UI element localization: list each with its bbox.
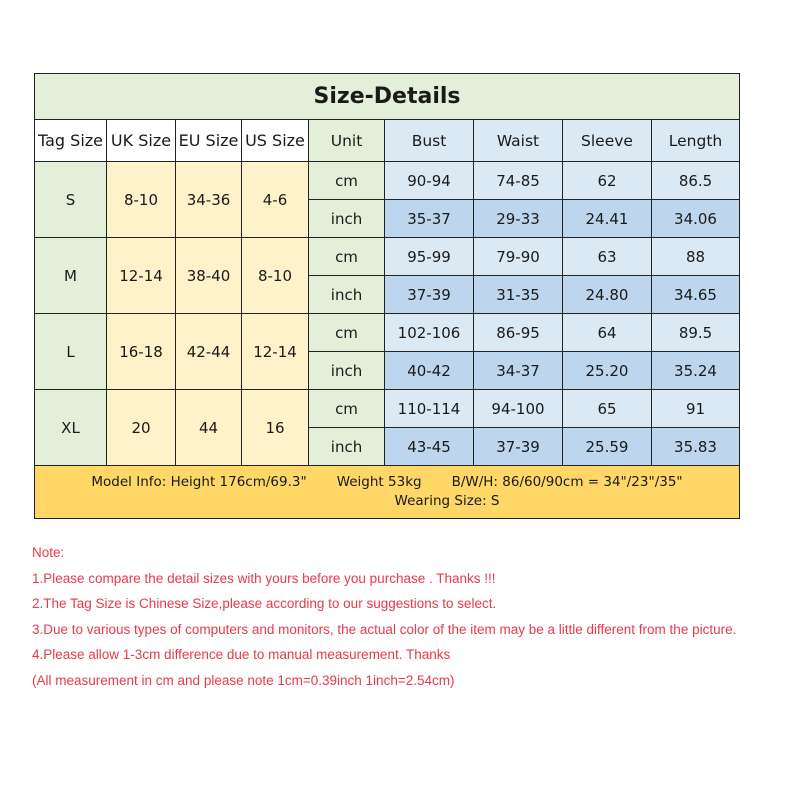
waist-cell: 29-33	[474, 200, 563, 238]
length-cell: 86.5	[652, 162, 740, 200]
waist-cell: 86-95	[474, 314, 563, 352]
sleeve-cell: 24.80	[563, 276, 652, 314]
length-cell: 35.83	[652, 428, 740, 466]
header-eu-size: EU Size	[176, 120, 242, 162]
size-chart-table	[34, 73, 740, 519]
header-unit: Unit	[309, 120, 385, 162]
sleeve-cell: 24.41	[563, 200, 652, 238]
unit-cell: cm	[309, 390, 385, 428]
length-cell: 88	[652, 238, 740, 276]
note-item: 1.Please compare the detail sizes with yours before you purchase . Thanks !!!	[32, 570, 496, 586]
length-cell: 34.06	[652, 200, 740, 238]
model-wearing-size: Wearing Size: S	[394, 493, 500, 509]
us-size-cell: 8-10	[242, 238, 309, 314]
model-info-line	[35, 473, 739, 492]
note-item: (All measurement in cm and please note 1cm=0.39inch 1inch=2.54cm)	[32, 672, 455, 688]
table-row	[35, 314, 740, 352]
us-size-cell: 12-14	[242, 314, 309, 390]
notes-section	[32, 540, 797, 693]
header-length: Length	[652, 120, 740, 162]
chart-title: Size-Details	[35, 74, 740, 120]
note-item: 4.Please allow 1-3cm difference due to manual measurement. Thanks	[32, 647, 451, 662]
header-bust: Bust	[385, 120, 474, 162]
eu-size-cell: 34-36	[176, 162, 242, 238]
header-waist: Waist	[474, 120, 563, 162]
note-item: 2.The Tag Size is Chinese Size,please according to our suggestions to select.	[32, 596, 497, 611]
eu-size-cell: 38-40	[176, 238, 242, 314]
tag-size-cell: M	[35, 238, 107, 314]
sleeve-cell: 63	[563, 238, 652, 276]
sleeve-cell: 62	[563, 162, 652, 200]
unit-cell: cm	[309, 314, 385, 352]
model-weight: Weight 53kg	[336, 474, 422, 490]
sleeve-cell: 25.20	[563, 352, 652, 390]
bust-cell: 95-99	[385, 238, 474, 276]
bust-cell: 110-114	[385, 390, 474, 428]
bust-cell: 37-39	[385, 276, 474, 314]
sleeve-cell: 25.59	[563, 428, 652, 466]
length-cell: 34.65	[652, 276, 740, 314]
unit-cell: inch	[309, 276, 385, 314]
waist-cell: 37-39	[474, 428, 563, 466]
bust-cell: 40-42	[385, 352, 474, 390]
bust-cell: 43-45	[385, 428, 474, 466]
waist-cell: 79-90	[474, 238, 563, 276]
waist-cell: 31-35	[474, 276, 563, 314]
header-uk-size: UK Size	[107, 120, 176, 162]
unit-cell: cm	[309, 238, 385, 276]
unit-cell: cm	[309, 162, 385, 200]
model-bwh: B/W/H: 86/60/90cm = 34"/23"/35"	[451, 474, 683, 490]
sleeve-cell: 65	[563, 390, 652, 428]
sleeve-cell: 64	[563, 314, 652, 352]
header-tag-size: Tag Size	[35, 120, 107, 162]
note-heading: Note:	[32, 545, 65, 560]
table-row	[35, 238, 740, 276]
uk-size-cell: 8-10	[107, 162, 176, 238]
waist-cell: 34-37	[474, 352, 563, 390]
uk-size-cell: 20	[107, 390, 176, 466]
table-row	[35, 390, 740, 428]
tag-size-cell: XL	[35, 390, 107, 466]
uk-size-cell: 16-18	[107, 314, 176, 390]
waist-cell: 74-85	[474, 162, 563, 200]
bust-cell: 102-106	[385, 314, 474, 352]
waist-cell: 94-100	[474, 390, 563, 428]
table-row	[35, 162, 740, 200]
unit-cell: inch	[309, 200, 385, 238]
note-item: 3.Due to various types of computers and monitors, the actual color of the item may be a little different from the picture.	[32, 621, 737, 637]
header-us-size: US Size	[242, 120, 309, 162]
tag-size-cell: L	[35, 314, 107, 390]
tag-size-cell: S	[35, 162, 107, 238]
length-cell: 91	[652, 390, 740, 428]
header-sleeve: Sleeve	[563, 120, 652, 162]
unit-cell: inch	[309, 428, 385, 466]
length-cell: 35.24	[652, 352, 740, 390]
us-size-cell: 16	[242, 390, 309, 466]
eu-size-cell: 42-44	[176, 314, 242, 390]
model-height: Model Info: Height 176cm/69.3"	[91, 474, 307, 490]
model-info-cell	[35, 466, 740, 519]
us-size-cell: 4-6	[242, 162, 309, 238]
model-wearing-line	[35, 492, 739, 511]
eu-size-cell: 44	[176, 390, 242, 466]
header-row	[35, 120, 740, 162]
bust-cell: 35-37	[385, 200, 474, 238]
length-cell: 89.5	[652, 314, 740, 352]
uk-size-cell: 12-14	[107, 238, 176, 314]
bust-cell: 90-94	[385, 162, 474, 200]
unit-cell: inch	[309, 352, 385, 390]
